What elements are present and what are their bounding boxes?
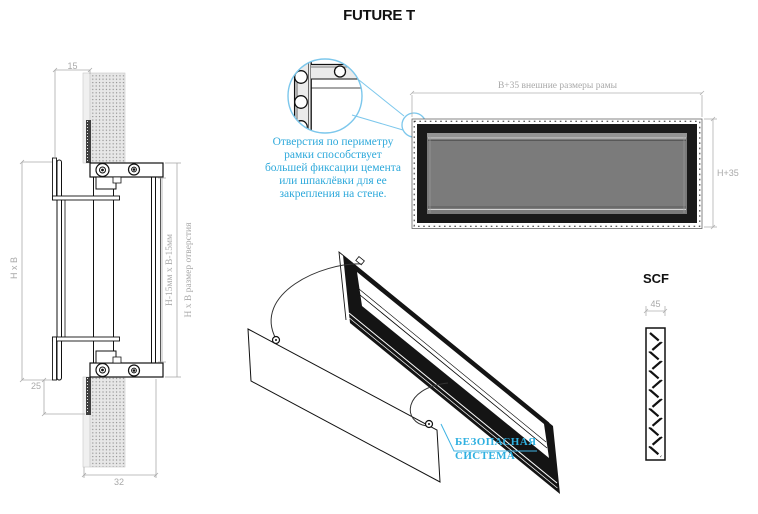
scf-label: SCF	[643, 271, 669, 286]
glass-panel-section	[53, 158, 120, 380]
anchor-plate-bottom	[86, 377, 91, 415]
left-section-drawing	[20, 68, 181, 478]
dim-45-label: 45	[650, 299, 661, 309]
annotation-line: или шпаклёвки для ее	[279, 175, 387, 187]
page-title: FUTURE T	[343, 7, 415, 24]
dim-b35-label: B+35 внешние размеры рамы	[497, 81, 618, 91]
front-view-frame	[410, 91, 717, 229]
frame-profile	[65, 163, 163, 377]
screw-heads	[96, 164, 140, 377]
dim-h35-label: H+35	[717, 168, 739, 178]
dim-inner-label: H-15мм x B-15мм	[165, 233, 175, 307]
annotation-line: большей фиксации цемента	[264, 162, 402, 174]
iso-frame	[343, 255, 560, 494]
annotation-line: рамки способствует	[284, 149, 382, 161]
detail-annotation	[243, 136, 423, 201]
dim-25-label: 25	[30, 381, 41, 391]
anchor-plate-top	[86, 120, 91, 163]
safety-system-label-line2: СИСТЕМА	[455, 450, 516, 462]
scf-grille	[644, 306, 667, 460]
dim-hole-label: H x B размер отверстия	[184, 222, 194, 318]
annotation-line: Отверстия по периметру	[272, 136, 394, 148]
dim-32-label: 32	[113, 477, 124, 487]
dim-15-label: 15	[67, 61, 78, 71]
detail-circle	[288, 56, 426, 137]
dim-hxb-label: H x B	[9, 256, 19, 280]
safety-system-label-line1: БЕЗОПАСНАЯ	[455, 436, 537, 448]
annotation-line: закрепления на стене.	[279, 188, 387, 200]
